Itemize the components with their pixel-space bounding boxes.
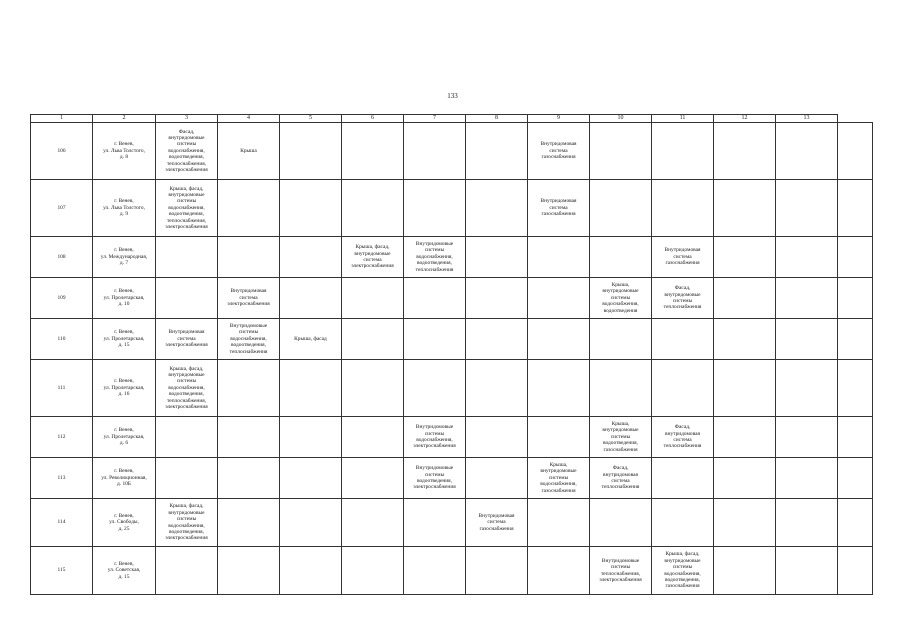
cell-text: Крыша, фасад, внутридомовые системы водоснабжения, водоотведения, газоснабжения [664,551,701,590]
column-header: 4 [218,115,280,123]
work-cell [156,278,218,319]
cell-text: Крыша, внутридомовые системы водоотведения, газоснабжения [602,420,639,453]
work-cell [652,499,714,547]
work-cell [714,458,776,499]
table-row [31,123,873,180]
work-cell [528,458,590,499]
cell-text: Внутридомовая система электроснабжения [165,329,208,349]
work-cell [280,547,342,595]
column-header: 13 [776,115,838,123]
work-cell [280,458,342,499]
row-number: 114 [31,499,93,547]
work-cell [342,499,404,547]
work-cell [280,499,342,547]
work-cell [280,417,342,458]
work-cell [342,278,404,319]
work-cell [838,360,873,417]
work-cell [156,319,218,360]
work-cell [590,319,652,360]
work-cell [714,547,776,595]
work-cell [776,458,838,499]
cell-text: г. Венев, ул. Советская, д. 15 [107,560,141,580]
work-cell [776,417,838,458]
work-cell [466,547,528,595]
work-cell [714,417,776,458]
work-cell [280,237,342,278]
work-cell [652,360,714,417]
work-cell [838,547,873,595]
cell-text: г. Венев, ул. Льва Толстого, д. 8 [103,141,145,161]
work-cell [280,360,342,417]
work-cell [652,180,714,237]
work-cell [590,417,652,458]
column-header: 12 [714,115,776,123]
work-cell [838,458,873,499]
work-cell [776,360,838,417]
cell-text: Внутридомовые системы водоснабжения, водоотведения, теплоснабжения [415,240,454,273]
cell-text: Внутридомовые системы теплоснабжения, электроснабжения [599,557,642,583]
work-cell [218,360,280,417]
work-cell [156,237,218,278]
row-number: 110 [31,319,93,360]
work-cell [218,180,280,237]
work-cell [466,237,528,278]
row-number: 113 [31,458,93,499]
work-cell [342,180,404,237]
work-cell [218,319,280,360]
cell-text: Крыша, фасад, внутридомовые системы водоснабжения, водоотведения, теплоснабжения, электроснабжения [165,365,208,411]
work-cell [466,458,528,499]
cell-text: Фасад, внутридомовая система теплоснабжения [663,424,702,450]
cell-text: Крыша, фасад, внутридомовые системы водоснабжения, водоотведения, теплоснабжения, электроснабжения [165,185,208,231]
cell-text: Внутридомовая система газоснабжения [540,198,577,218]
work-cell [342,123,404,180]
work-cell [342,237,404,278]
column-header: 2 [93,115,156,123]
cell-text: Крыша, внутридомовые системы водоснабжения, газоснабжения [540,461,577,494]
work-cell [342,319,404,360]
cell-text: Фасад, внутридомовая система теплоснабжения [601,465,640,491]
work-cell [466,319,528,360]
work-cell [652,547,714,595]
work-cell [156,360,218,417]
column-header: 8 [466,115,528,123]
page-number: 133 [447,92,458,100]
address-cell [93,319,156,360]
column-header: 3 [156,115,218,123]
row-number: 111 [31,360,93,417]
work-cell [156,499,218,547]
work-cell [776,278,838,319]
work-cell [404,417,466,458]
address-cell [93,278,156,319]
cell-text: Фасад, внутридомовые системы теплоснабжения [663,285,702,311]
table-row [31,319,873,360]
work-cell [466,360,528,417]
work-cell [652,278,714,319]
work-cell [404,458,466,499]
table-row [31,458,873,499]
cell-text: Крыша, внутридомовые системы водоснабжения, водоотведения [602,281,639,314]
work-cell [528,237,590,278]
table-body [31,123,873,595]
work-cell [590,123,652,180]
column-header: 6 [342,115,404,123]
work-cell [342,547,404,595]
work-cell [838,123,873,180]
work-cell [156,417,218,458]
work-cell [404,319,466,360]
row-number: 115 [31,547,93,595]
work-cell [714,123,776,180]
work-cell [714,319,776,360]
work-cell [776,547,838,595]
work-cell [218,123,280,180]
address-cell [93,499,156,547]
work-cell [528,417,590,458]
column-header: 9 [528,115,590,123]
work-cell [776,319,838,360]
work-cell [404,360,466,417]
work-cell [714,237,776,278]
table-row [31,360,873,417]
work-cell [528,360,590,417]
cell-text: Крыша, фасад, внутридомовые системы водоснабжения, водоотведения, электроснабжения [165,503,208,542]
work-cell [156,458,218,499]
work-cell [652,319,714,360]
work-cell [218,458,280,499]
work-cell [156,123,218,180]
cell-text: Внутридомовая система электроснабжения [227,288,270,308]
cell-text: Крыша, фасад [294,335,327,342]
cell-text: Внутридомовые системы водоснабжения, электроснабжения [413,424,456,450]
cell-text: г. Венев, ул. Революционная, д. 10Б [101,468,147,488]
cell-text: г. Венев, ул. Пролетарская, д. 16 [103,378,145,398]
work-cell [156,180,218,237]
work-cell [652,237,714,278]
work-cell [528,499,590,547]
column-header: 5 [280,115,342,123]
cell-text: Крыша [240,147,257,154]
work-cell [652,123,714,180]
cell-text: Внутридомовые системы водоотведения, электроснабжения [413,465,456,491]
work-cell [776,499,838,547]
cell-text: г. Венев, ул. Пролетарская, д. 15 [103,329,145,349]
table-row [31,278,873,319]
cell-text: Внутридомовая система газоснабжения [664,247,701,267]
work-cell [280,278,342,319]
table-row [31,499,873,547]
work-cell [528,278,590,319]
work-cell [466,123,528,180]
work-cell [342,360,404,417]
row-number: 107 [31,180,93,237]
work-cell [714,360,776,417]
work-cell [590,458,652,499]
work-cell [838,180,873,237]
work-cell [342,417,404,458]
cell-text: г. Венев, ул. Международная, д. 7 [100,247,148,267]
work-cell [466,278,528,319]
address-cell [93,180,156,237]
column-header: 11 [652,115,714,123]
work-cell [590,237,652,278]
work-cell [404,180,466,237]
column-header: 1 [31,115,93,123]
cell-text: Внутридомовые системы водоснабжения, водоотведения, теплоснабжения [229,322,268,355]
cell-text: г. Венев, ул. Пролетарская, д. 10 [103,288,145,308]
row-number: 112 [31,417,93,458]
table-row [31,417,873,458]
column-header: 10 [590,115,652,123]
header-row [31,115,873,123]
table-row [31,237,873,278]
work-cell [838,237,873,278]
work-cell [466,499,528,547]
work-cell [838,278,873,319]
address-cell [93,458,156,499]
work-cell [838,499,873,547]
work-cell [590,278,652,319]
work-cell [652,417,714,458]
work-cell [590,499,652,547]
work-cell [218,547,280,595]
cell-text: Фасад, внутридомовые системы водоснабжения, водоотведения, теплоснабжения, электроснабжения [165,128,208,174]
work-cell [590,360,652,417]
work-cell [404,237,466,278]
row-number: 108 [31,237,93,278]
work-cell [404,547,466,595]
address-cell [93,123,156,180]
address-cell [93,237,156,278]
table-header [31,115,873,123]
work-cell [838,319,873,360]
row-number: 106 [31,123,93,180]
work-cell [404,499,466,547]
cell-text: г. Венев, ул. Пролетарская, д. 6 [103,427,145,447]
work-cell [404,278,466,319]
cell-text: Внутридомовая система газоснабжения [540,141,577,161]
work-cell [528,547,590,595]
work-cell [652,458,714,499]
work-cell [218,278,280,319]
work-cell [156,547,218,595]
work-cell [714,278,776,319]
work-cell [342,458,404,499]
table-row [31,180,873,237]
cell-text: Крыша, фасад, внутридомовые система электроснабжения [351,244,394,270]
work-cell [838,417,873,458]
address-cell [93,360,156,417]
cell-text: г. Венев, ул. Свободы, д. 25 [109,512,139,532]
work-cell [776,237,838,278]
work-cell [528,180,590,237]
work-cell [776,123,838,180]
table-row [31,547,873,595]
work-cell [280,319,342,360]
work-cell [528,123,590,180]
work-cell [404,123,466,180]
work-cell [528,319,590,360]
work-cell [714,499,776,547]
work-cell [590,547,652,595]
work-cell [218,417,280,458]
row-number: 109 [31,278,93,319]
repair-schedule-table [30,114,873,595]
work-cell [714,180,776,237]
address-cell [93,417,156,458]
work-cell [218,237,280,278]
work-cell [280,180,342,237]
work-cell [280,123,342,180]
column-header: 7 [404,115,466,123]
work-cell [218,499,280,547]
cell-text: г. Венев, ул. Льва Толстого, д. 9 [103,198,145,218]
cell-text: Внутридомовая система газоснабжения [478,512,515,532]
address-cell [93,547,156,595]
work-cell [466,180,528,237]
work-cell [776,180,838,237]
work-cell [590,180,652,237]
work-cell [466,417,528,458]
